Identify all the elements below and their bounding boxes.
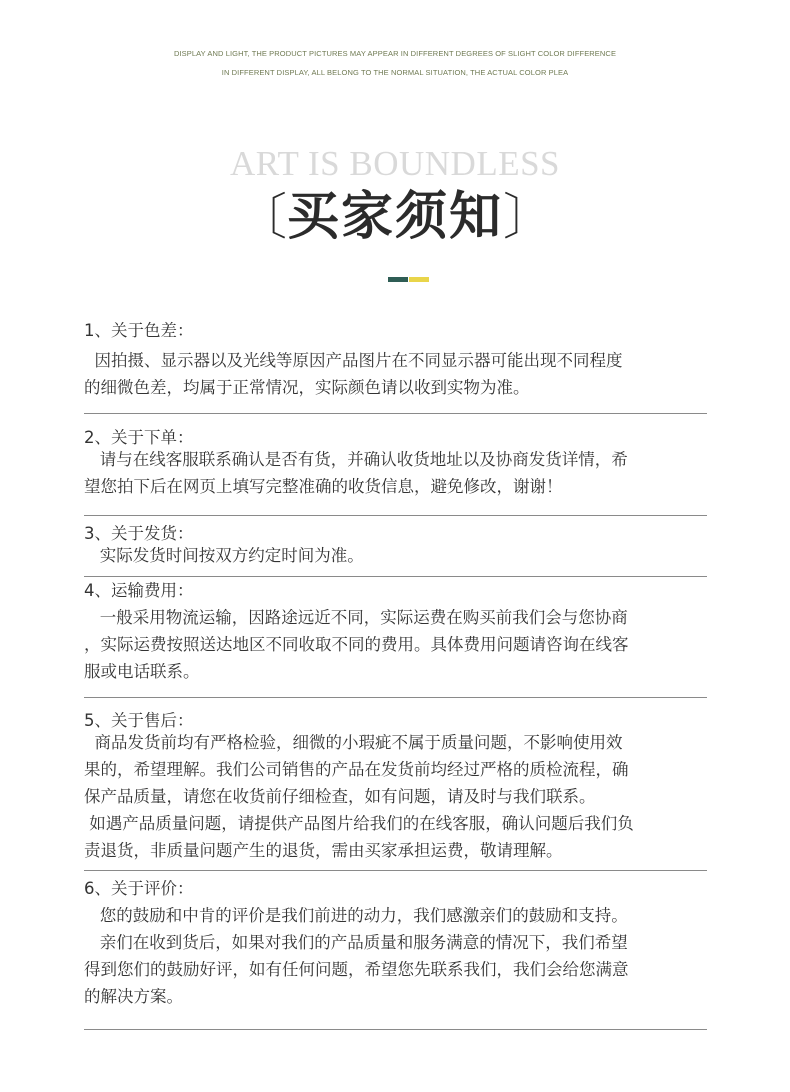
accent-bar-green	[388, 277, 408, 282]
section-text-line: 亲们在收到货后，如果对我们的产品质量和服务满意的情况下，我们希望	[84, 933, 628, 952]
section-divider	[84, 1029, 707, 1030]
disclaimer-line-1: DISPLAY AND LIGHT, THE PRODUCT PICTURES MAY APPEAR IN DIFFERENT DEGREES OF SLIGHT COLOR DIFFERENCE	[173, 49, 617, 58]
title-block	[0, 182, 790, 252]
disclaimer-line-2: IN DIFFERENT DISPLAY, ALL BELONG TO THE NORMAL SITUATION, THE ACTUAL COLOR PLEA	[221, 68, 569, 77]
section-heading: 2、关于下单：	[84, 428, 194, 447]
section-text-line: 实际发货时间按双方约定时间为准。	[84, 546, 364, 565]
section-text-line: 服或电话联系。	[84, 662, 200, 681]
section-text-line: 保产品质量，请您在收货前仔细检查，如有问题，请及时与我们联系。	[84, 787, 596, 806]
left-bracket: 〔	[236, 188, 287, 246]
section-ordering	[84, 425, 707, 516]
section-freight	[84, 578, 707, 698]
section-text-line: 的解决方案。	[84, 987, 183, 1006]
right-bracket: 〕	[503, 188, 553, 246]
section-text-line: 的细微色差，均属于正常情况，实际颜色请以收到实物为准。	[84, 378, 530, 397]
section-heading: 1、关于色差：	[84, 321, 194, 340]
section-heading: 4、运输费用：	[84, 581, 194, 600]
section-text-line: 果的，希望理解。我们公司销售的产品在发货前均经过严格的质检流程，确	[84, 760, 629, 779]
accent-bar-yellow	[409, 277, 429, 282]
section-text-line: 请与在线客服联系确认是否有货，并确认收货地址以及协商发货详情，希	[84, 450, 628, 469]
section-text-line: 一般采用物流运输，因路途远近不同，实际运费在购买前我们会与您协商	[84, 608, 628, 627]
section-divider	[84, 515, 707, 516]
section-text-line: 责退货，非质量问题产生的退货，需由买家承担运费，敬请理解。	[84, 841, 563, 860]
page-title: 买家须知	[286, 186, 503, 247]
section-reviews	[84, 876, 707, 1030]
section-divider	[84, 870, 707, 871]
section-text-line: 商品发货前均有严格检验，细微的小瑕疵不属于质量问题，不影响使用效	[84, 733, 623, 752]
section-divider	[84, 697, 707, 698]
section-text-line: 如遇产品质量问题，请提供产品图片给我们的在线客服，确认问题后我们负	[84, 814, 634, 833]
section-text-line: 得到您们的鼓励好评，如有任何问题，希望您先联系我们，我们会给您满意	[84, 960, 629, 979]
section-color-difference	[84, 318, 707, 414]
tagline: ART IS BOUNDLESS	[229, 144, 561, 183]
section-text-line: 因拍摄、显示器以及光线等原因产品图片在不同显示器可能出现不同程度	[84, 351, 623, 370]
section-text-line: ，实际运费按照送达地区不同收取不同的费用。具体费用问题请咨询在线客	[84, 635, 629, 654]
section-shipping	[84, 521, 707, 577]
section-heading: 5、关于售后：	[84, 711, 194, 730]
section-text-line: 望您拍下后在网页上填写完整准确的收货信息，避免修改，谢谢！	[84, 477, 563, 496]
section-divider	[84, 576, 707, 577]
section-heading: 6、关于评价：	[84, 879, 194, 898]
section-after-sales	[84, 708, 707, 871]
section-divider	[84, 413, 707, 414]
section-text-line: 您的鼓励和中肯的评价是我们前进的动力，我们感激亲们的鼓励和支持。	[84, 906, 628, 925]
section-heading: 3、关于发货：	[84, 524, 194, 543]
